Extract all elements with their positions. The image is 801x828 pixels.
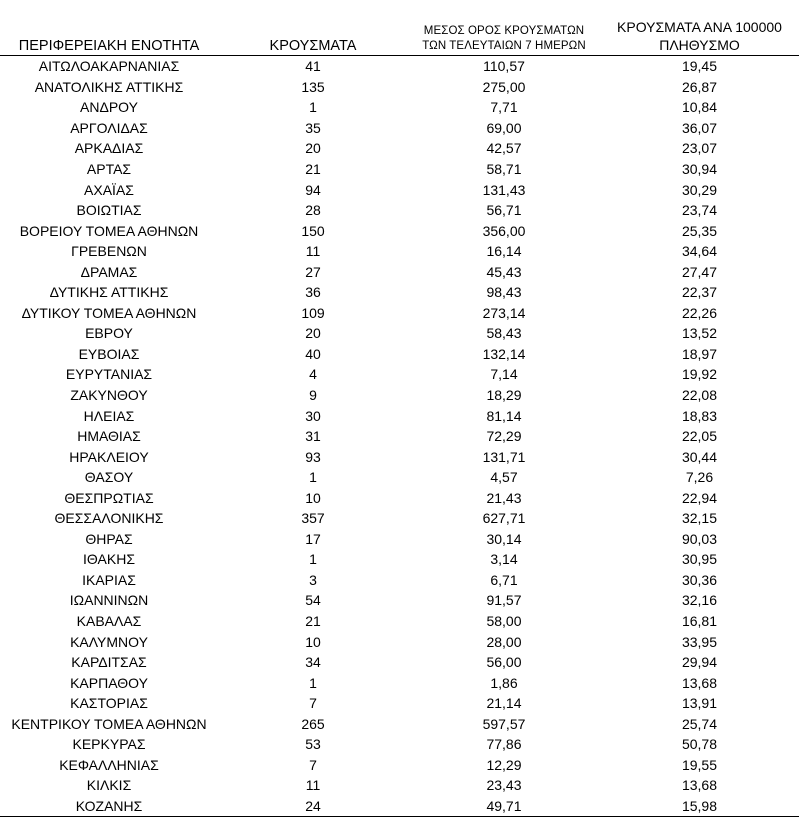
table-row <box>0 241 799 262</box>
cell-per100k: 19,55 <box>681 756 718 773</box>
cell-per100k: 25,35 <box>681 222 718 239</box>
header-avg7-line2: ΤΩΝ ΤΕΛΕΥΤΑΙΩΝ 7 ΗΜΕΡΩΝ <box>422 40 586 52</box>
cell-region: ΗΛΕΙΑΣ <box>83 407 135 424</box>
cell-region: ΚΟΖΑΝΗΣ <box>0 796 218 817</box>
table-row <box>0 385 799 406</box>
header-avg7 <box>408 18 600 56</box>
cell-per100k: 13,91 <box>681 695 718 712</box>
cell-avg7: 21,14 <box>486 695 522 712</box>
cell-region: ΙΩΑΝΝΙΝΩΝ <box>69 592 149 609</box>
cell-cases: 1 <box>309 674 317 691</box>
cell-per100k: 30,95 <box>681 551 718 568</box>
cell-avg7: 58,71 <box>486 161 522 177</box>
table-row <box>0 631 799 652</box>
cell-per100k: 13,68 <box>681 777 718 794</box>
cell-avg7: 7,71 <box>490 99 518 116</box>
cell-avg7: 4,57 <box>490 469 518 486</box>
cell-avg7: 28,00 <box>486 633 522 650</box>
cell-region: ΙΘΑΚΗΣ <box>83 551 135 568</box>
table-row <box>0 118 799 139</box>
cell-per100k: 22,94 <box>681 489 718 506</box>
cell-region: ΘΗΡΑΣ <box>85 530 133 547</box>
cell-avg7: 7,14 <box>490 366 518 383</box>
table-row <box>0 672 799 693</box>
table-row <box>0 405 799 426</box>
cell-avg7: 132,14 <box>482 345 526 362</box>
cell-per100k: 29,94 <box>681 654 718 671</box>
cell-per100k: 32,15 <box>681 510 718 527</box>
table-row <box>0 159 799 180</box>
table-header <box>0 18 799 56</box>
table-row <box>0 138 799 159</box>
cell-per100k: 36,07 <box>681 119 718 136</box>
table-row <box>0 590 799 611</box>
cell-per100k: 22,08 <box>681 387 718 404</box>
table-row <box>0 426 799 447</box>
cell-region: ΑΝΑΤΟΛΙΚΗΣ ΑΤΤΙΚΗΣ <box>34 78 184 95</box>
cell-region: ΒΟΙΩΤΙΑΣ <box>76 202 142 219</box>
cell-per100k: 15,98 <box>600 796 799 817</box>
cell-region: ΗΡΑΚΛΕΙΟΥ <box>69 448 149 465</box>
cell-per100k: 18,97 <box>681 345 718 362</box>
cell-per100k: 16,81 <box>681 613 718 630</box>
table-row <box>0 200 799 221</box>
cell-avg7: 58,00 <box>486 613 522 630</box>
cell-region: ΚΑΡΔΙΤΣΑΣ <box>71 654 147 671</box>
table-row <box>0 611 799 632</box>
header-per100k <box>600 18 799 56</box>
cell-cases: 20 <box>305 325 321 342</box>
cell-avg7: 597,57 <box>482 715 526 732</box>
cell-region: ΚΑΣΤΟΡΙΑΣ <box>70 695 148 712</box>
cell-cases: 265 <box>301 715 325 732</box>
cell-region: ΙΚΑΡΙΑΣ <box>82 571 136 588</box>
cell-avg7: 16,14 <box>486 243 522 260</box>
cell-avg7: 69,00 <box>486 119 522 136</box>
cell-per100k: 13,68 <box>681 674 718 691</box>
table-row <box>0 570 799 591</box>
cell-cases: 1 <box>309 99 317 116</box>
table-row <box>0 344 799 365</box>
cell-per100k: 19,92 <box>681 366 718 383</box>
cell-region: ΔΥΤΙΚΟΥ ΤΟΜΕΑ ΑΘΗΝΩΝ <box>21 304 197 321</box>
cell-region: ΚΑΡΠΑΘΟΥ <box>70 674 148 691</box>
table-row <box>0 775 799 796</box>
table-row <box>0 179 799 200</box>
header-per100k-line2: ΠΛΗΘΥΣΜΟ <box>659 37 740 53</box>
header-cases: ΚΡΟΥΣΜΑΤΑ <box>218 18 408 56</box>
cell-region: ΕΥΡΥΤΑΝΙΑΣ <box>65 366 153 383</box>
table-row <box>0 652 799 673</box>
cell-per100k: 10,84 <box>681 99 718 116</box>
cell-cases: 11 <box>305 777 321 794</box>
cell-cases: 27 <box>305 263 321 280</box>
cell-region: ΑΙΤΩΛΟΑΚΑΡΝΑΝΙΑΣ <box>38 58 180 75</box>
cell-cases: 40 <box>305 345 321 362</box>
cell-avg7: 56,71 <box>486 202 522 219</box>
cell-avg7: 12,29 <box>486 756 522 773</box>
cell-avg7: 45,43 <box>486 263 522 280</box>
cell-cases: 150 <box>301 222 325 239</box>
cell-avg7: 77,86 <box>486 736 522 753</box>
cell-avg7: 1,86 <box>490 674 518 691</box>
header-avg7-line1: ΜΕΣΟΣ ΟΡΟΣ ΚΡΟΥΣΜΑΤΩΝ <box>423 25 585 37</box>
cell-cases: 41 <box>305 58 321 75</box>
cell-region: ΘΕΣΠΡΩΤΙΑΣ <box>64 489 154 506</box>
table-row <box>0 97 799 118</box>
table-row <box>0 549 799 570</box>
cell-region: ΖΑΚΥΝΘΟΥ <box>70 387 148 404</box>
cell-region: ΔΥΤΙΚΗΣ ΑΤΤΙΚΗΣ <box>49 284 169 301</box>
table-row <box>0 303 799 324</box>
table-row <box>0 508 799 529</box>
table-row <box>0 467 799 488</box>
cell-avg7: 275,00 <box>482 78 526 95</box>
cell-per100k: 18,83 <box>681 407 718 424</box>
cell-cases: 24 <box>218 796 408 817</box>
cell-region: ΕΒΡΟΥ <box>85 325 133 342</box>
header-region: ΠΕΡΙΦΕΡΕΙΑΚΗ ΕΝΟΤΗΤΑ <box>0 18 218 56</box>
cell-cases: 10 <box>305 489 321 506</box>
cell-avg7: 72,29 <box>486 428 522 445</box>
cell-region: ΚΑΛΥΜΝΟΥ <box>70 633 148 650</box>
cell-avg7: 273,14 <box>482 304 526 321</box>
cell-cases: 36 <box>305 284 321 301</box>
cell-region: ΕΥΒΟΙΑΣ <box>78 345 140 362</box>
cell-avg7: 131,43 <box>482 181 526 198</box>
cell-avg7: 110,57 <box>483 58 525 75</box>
cell-avg7: 56,00 <box>486 654 522 671</box>
table-row <box>0 220 799 241</box>
header-per100k-line1: ΚΡΟΥΣΜΑΤΑ ΑΝΑ 100000 <box>617 19 782 35</box>
cell-cases: 135 <box>301 78 325 95</box>
cell-per100k: 30,29 <box>681 181 718 198</box>
table-body <box>0 56 799 817</box>
cell-region: ΔΡΑΜΑΣ <box>80 263 138 280</box>
cell-per100k: 25,74 <box>681 715 718 732</box>
cell-cases: 17 <box>305 530 321 547</box>
cell-avg7: 131,71 <box>482 448 526 465</box>
cell-avg7: 30,14 <box>486 530 522 547</box>
cell-region: ΚΑΒΑΛΑΣ <box>76 613 142 630</box>
cell-region: ΚΕΝΤΡΙΚΟΥ ΤΟΜΕΑ ΑΘΗΝΩΝ <box>11 715 207 732</box>
cell-region: ΒΟΡΕΙΟΥ ΤΟΜΕΑ ΑΘΗΝΩΝ <box>19 222 199 239</box>
cell-cases: 10 <box>305 633 321 650</box>
cases-table <box>0 18 799 817</box>
table-row <box>0 261 799 282</box>
cell-per100k: 19,45 <box>681 58 718 75</box>
cell-avg7: 18,29 <box>486 387 522 404</box>
cell-region: ΑΡΚΑΔΙΑΣ <box>74 140 144 157</box>
cell-per100k: 30,94 <box>681 161 718 177</box>
cell-per100k: 22,05 <box>681 428 718 445</box>
cell-per100k: 30,44 <box>681 448 718 465</box>
cell-region: ΘΕΣΣΑΛΟΝΙΚΗΣ <box>54 510 164 527</box>
cell-avg7: 627,71 <box>482 510 526 527</box>
table-row <box>0 364 799 385</box>
cell-avg7: 58,43 <box>486 325 522 342</box>
cell-per100k: 30,36 <box>681 571 718 588</box>
cell-region: ΘΑΣΟΥ <box>84 469 134 486</box>
cell-region: ΑΝΔΡΟΥ <box>80 99 138 116</box>
table-row <box>0 796 799 817</box>
cell-cases: 31 <box>305 428 321 445</box>
cell-cases: 30 <box>305 407 321 424</box>
cell-per100k: 32,16 <box>681 592 718 609</box>
cell-region: ΚΕΦΑΛΛΗΝΙΑΣ <box>59 756 159 773</box>
cell-cases: 20 <box>305 140 321 157</box>
cell-region: ΓΡΕΒΕΝΩΝ <box>71 243 147 260</box>
cell-per100k: 23,74 <box>681 202 718 219</box>
table-row <box>0 714 799 735</box>
cell-per100k: 26,87 <box>681 78 718 95</box>
cell-cases: 93 <box>305 448 321 465</box>
cell-cases: 4 <box>309 366 317 383</box>
cell-per100k: 22,26 <box>681 304 718 321</box>
cell-region: ΑΡΓΟΛΙΔΑΣ <box>70 119 148 136</box>
cell-avg7: 42,57 <box>486 140 522 157</box>
table-row <box>0 734 799 755</box>
table-row <box>0 446 799 467</box>
table-row <box>0 56 799 77</box>
cell-avg7: 23,43 <box>486 777 522 794</box>
cell-cases: 94 <box>305 181 321 198</box>
cell-cases: 35 <box>305 119 321 136</box>
table-row <box>0 693 799 714</box>
cell-per100k: 90,03 <box>681 530 718 547</box>
cell-avg7: 81,14 <box>486 407 522 424</box>
cell-avg7: 356,00 <box>482 222 526 239</box>
cell-region: ΑΡΤΑΣ <box>86 161 132 177</box>
cell-cases: 9 <box>309 387 317 404</box>
cell-cases: 11 <box>305 243 321 260</box>
cell-region: ΚΕΡΚΥΡΑΣ <box>72 736 146 753</box>
cell-region: ΚΙΛΚΙΣ <box>86 777 132 794</box>
cell-per100k: 50,78 <box>681 736 718 753</box>
cell-per100k: 33,95 <box>681 633 718 650</box>
cell-avg7: 91,57 <box>486 592 522 609</box>
cell-avg7: 6,71 <box>490 571 518 588</box>
cell-cases: 53 <box>305 736 321 753</box>
cell-avg7: 49,71 <box>408 796 600 817</box>
cell-cases: 1 <box>309 469 317 486</box>
cell-per100k: 34,64 <box>681 243 718 260</box>
cell-cases: 357 <box>301 510 325 527</box>
cell-avg7: 98,43 <box>486 284 522 301</box>
table-row <box>0 487 799 508</box>
header-row <box>0 18 799 56</box>
table-row <box>0 529 799 550</box>
cell-cases: 1 <box>309 551 317 568</box>
table-row <box>0 323 799 344</box>
cell-per100k: 27,47 <box>681 263 718 280</box>
table-row <box>0 282 799 303</box>
cell-per100k: 13,52 <box>681 325 718 342</box>
cell-region: ΑΧΑΪΑΣ <box>84 181 134 198</box>
cell-avg7: 3,14 <box>490 551 518 568</box>
cell-cases: 21 <box>305 161 321 177</box>
cell-cases: 34 <box>305 654 321 671</box>
table-row <box>0 755 799 776</box>
cell-cases: 3 <box>309 571 317 588</box>
cell-cases: 21 <box>305 613 321 630</box>
cell-per100k: 22,37 <box>681 284 718 301</box>
cell-region: ΗΜΑΘΙΑΣ <box>77 428 141 445</box>
cell-avg7: 21,43 <box>486 489 522 506</box>
cell-per100k: 23,07 <box>681 140 718 157</box>
cell-cases: 7 <box>309 756 317 773</box>
table-row <box>0 77 799 98</box>
cell-cases: 54 <box>305 592 321 609</box>
cell-cases: 109 <box>301 304 325 321</box>
cell-cases: 28 <box>305 202 321 219</box>
cell-per100k: 7,26 <box>685 469 714 486</box>
cell-cases: 7 <box>309 695 317 712</box>
